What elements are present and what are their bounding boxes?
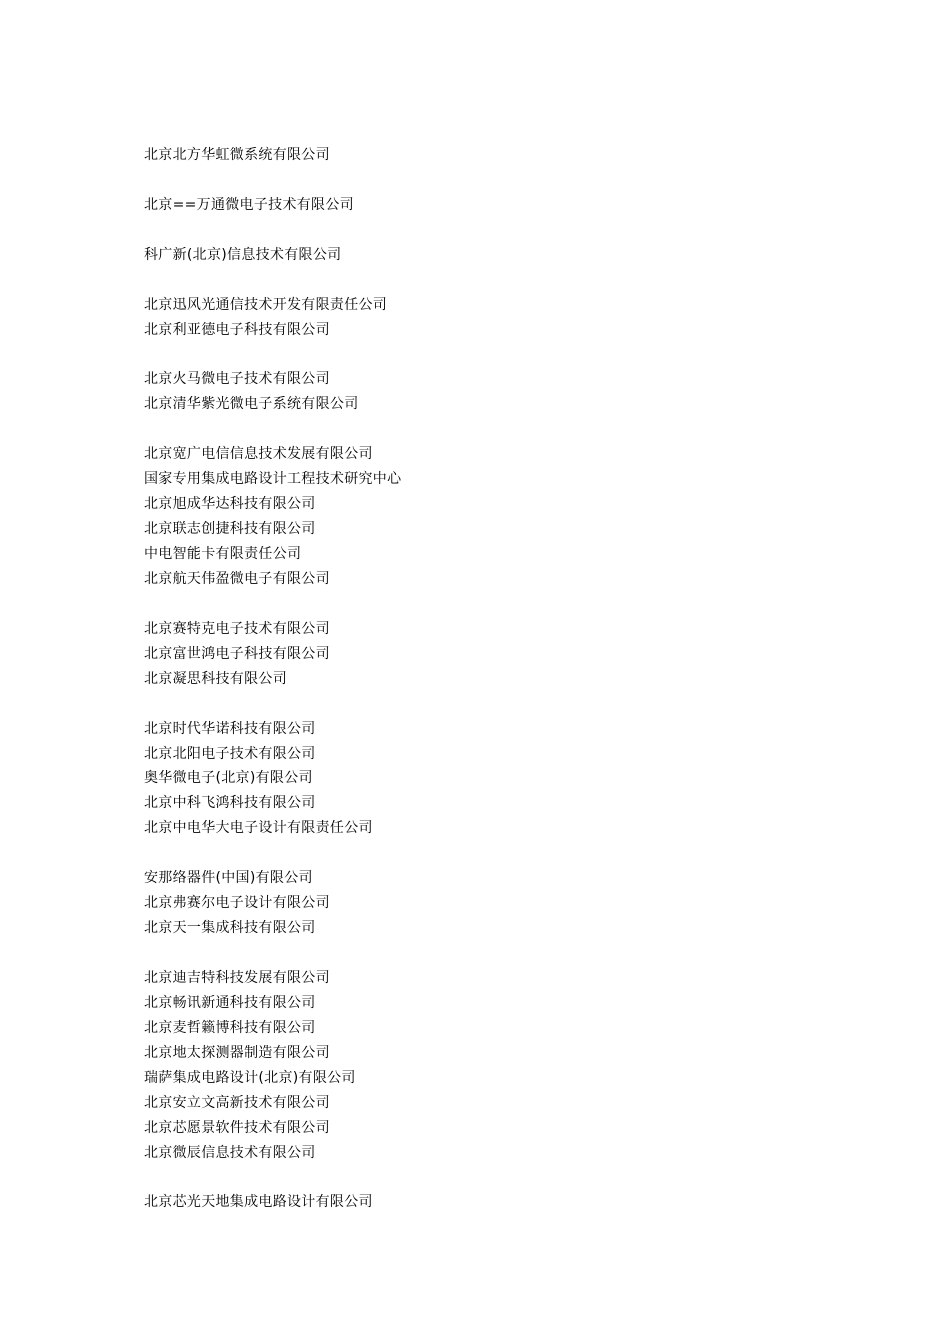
company-name: 北京天一集成科技有限公司 xyxy=(144,920,316,937)
company-name: 北京宽广电信信息技术发展有限公司 xyxy=(144,446,373,463)
company-name: 中电智能卡有限责任公司 xyxy=(144,546,302,562)
company-name: 北京中电华大电子设计有限责任公司 xyxy=(144,820,373,837)
company-name: 科广新(北京)信息技术有限公司 xyxy=(144,246,342,263)
company-name: 瑞萨集成电路设计(北京)有限公司 xyxy=(144,1069,356,1086)
company-name: 北京北方华虹微系统有限公司 xyxy=(144,147,330,163)
company-name: 北京芯愿景软件技术有限公司 xyxy=(144,1119,330,1136)
company-name: 北京迅风光通信技术开发有限责任公司 xyxy=(144,296,388,313)
company-name: 北京旭成华达科技有限公司 xyxy=(144,496,316,513)
company-list xyxy=(144,143,401,1215)
company-name: 北京火马微电子技术有限公司 xyxy=(144,371,330,388)
company-name: 北京麦哲籁博科技有限公司 xyxy=(144,1019,316,1036)
company-name: 北京凝思科技有限公司 xyxy=(144,670,287,687)
company-name: 北京清华紫光微电子系统有限公司 xyxy=(144,396,359,413)
company-name: 北京联志创捷科技有限公司 xyxy=(144,521,316,538)
company-name: 北京畅讯新通科技有限公司 xyxy=(144,994,316,1011)
company-name: 北京北阳电子技术有限公司 xyxy=(144,745,316,762)
company-name: 安那络器件(中国)有限公司 xyxy=(144,870,313,887)
company-name: 北京安立文高新技术有限公司 xyxy=(144,1094,330,1111)
company-name: 北京时代华诺科技有限公司 xyxy=(144,720,316,737)
company-name: 国家专用集成电路设计工程技术研究中心 xyxy=(144,471,402,488)
company-name: 北京赛特克电子技术有限公司 xyxy=(144,620,330,637)
company-name: 北京利亚德电子科技有限公司 xyxy=(144,321,330,338)
company-name: 北京航天伟盈微电子有限公司 xyxy=(144,570,330,587)
company-name: 北京==万通微电子技术有限公司 xyxy=(144,196,354,213)
company-name: 北京地太探测器制造有限公司 xyxy=(144,1044,330,1061)
company-name: 北京微辰信息技术有限公司 xyxy=(144,1144,316,1161)
company-name: 北京富世鸿电子科技有限公司 xyxy=(144,645,330,662)
company-name: 北京弗赛尔电子设计有限公司 xyxy=(144,895,330,912)
company-name: 北京迪吉特科技发展有限公司 xyxy=(144,969,330,986)
company-name: 奥华微电子(北京)有限公司 xyxy=(144,770,313,787)
company-name: 北京中科飞鸿科技有限公司 xyxy=(144,795,316,812)
company-name: 北京芯光天地集成电路设计有限公司 xyxy=(144,1194,373,1211)
